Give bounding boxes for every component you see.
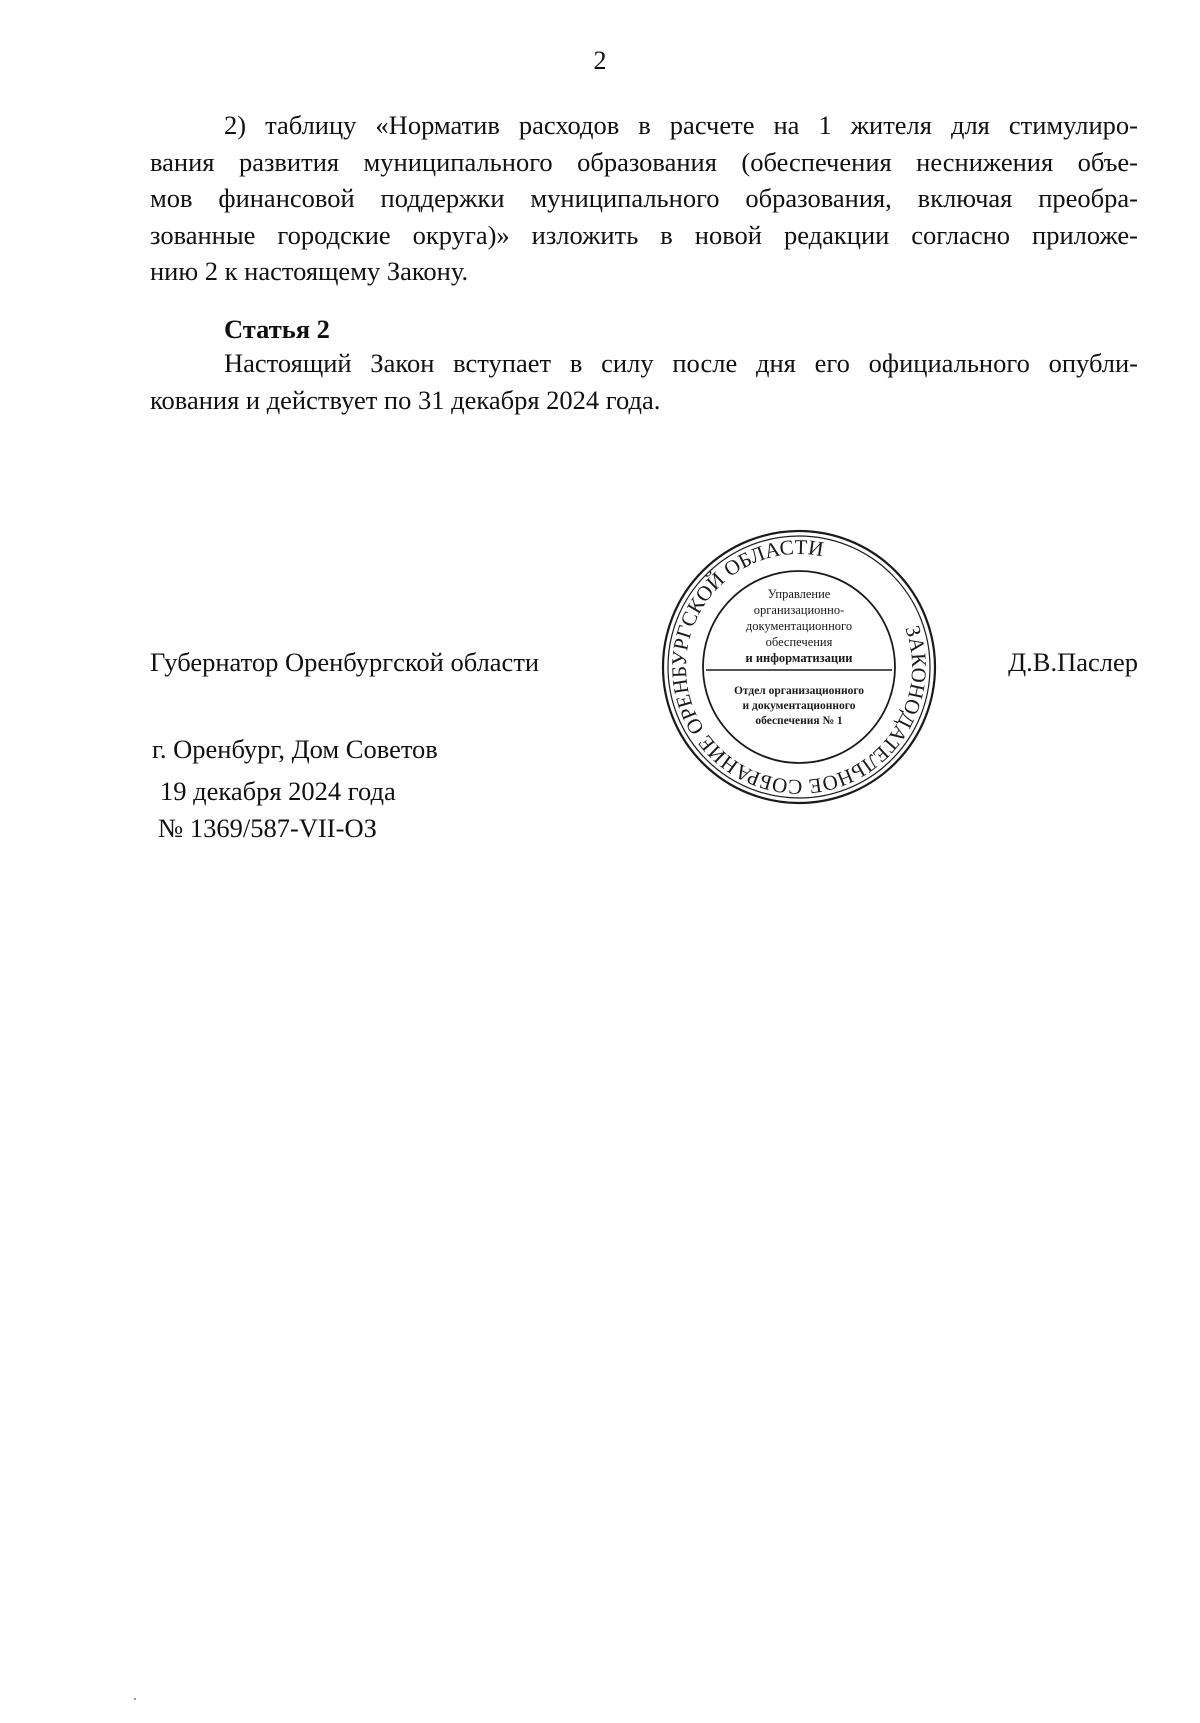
paragraph-line: Настоящий Закон вступает в силу после дня его официального опубли- [224, 348, 1138, 378]
svg-text:обеспечения № 1: обеспечения № 1 [755, 715, 843, 727]
page-number: 2 [593, 46, 607, 75]
svg-text:и документационного: и документационного [742, 700, 856, 712]
article-2-heading: Статья 2 [224, 314, 330, 344]
svg-text:организационно-: организационно- [753, 603, 845, 617]
svg-text:и информатизации: и информатизации [745, 651, 853, 665]
article-2-paragraph [150, 345, 1138, 418]
stamp-lower-block [734, 685, 864, 727]
scan-speck [134, 1698, 136, 1700]
svg-text:обеспечения: обеспечения [765, 635, 833, 649]
svg-text:документационного: документационного [745, 619, 853, 633]
stamp-ring-text: ЗАКОНОДАТЕЛЬНОЕ СОБРАНИЕ ОРЕНБУРГСКОЙ ОБЛАСТИ [666, 534, 932, 800]
svg-text:Управление: Управление [767, 587, 831, 601]
svg-text:Отдел организационного: Отдел организационного [733, 685, 865, 697]
signing-place: г. Оренбург, Дом Советов [152, 734, 438, 764]
stamp-upper-block [746, 587, 853, 665]
item-2-paragraph [150, 107, 1138, 290]
paragraph-line: 2) таблицу «Норматив расходов в расчете на 1 жителя для стимулиро- [224, 110, 1138, 140]
official-stamp [660, 528, 938, 806]
governor-title: Губернатор Оренбургской области [150, 647, 540, 677]
paragraph-line: нию 2 к настоящему Закону. [150, 256, 469, 286]
paragraph-line: кования и действует по 31 декабря 2024 года. [150, 384, 661, 415]
paragraph-line: вания развития муниципального образования (обеспечения неснижения объе- [150, 146, 1138, 177]
law-number: № 1369/587-VII-ОЗ [158, 813, 377, 843]
governor-name: Д.В.Паслер [1008, 647, 1138, 677]
paragraph-line: зованные городские округа)» изложить в новой редакции согласно приложе- [150, 219, 1138, 250]
signing-date: 19 декабря 2024 года [160, 776, 396, 806]
paragraph-line: мов финансовой поддержки муниципального образования, включая преобра- [150, 183, 1138, 213]
